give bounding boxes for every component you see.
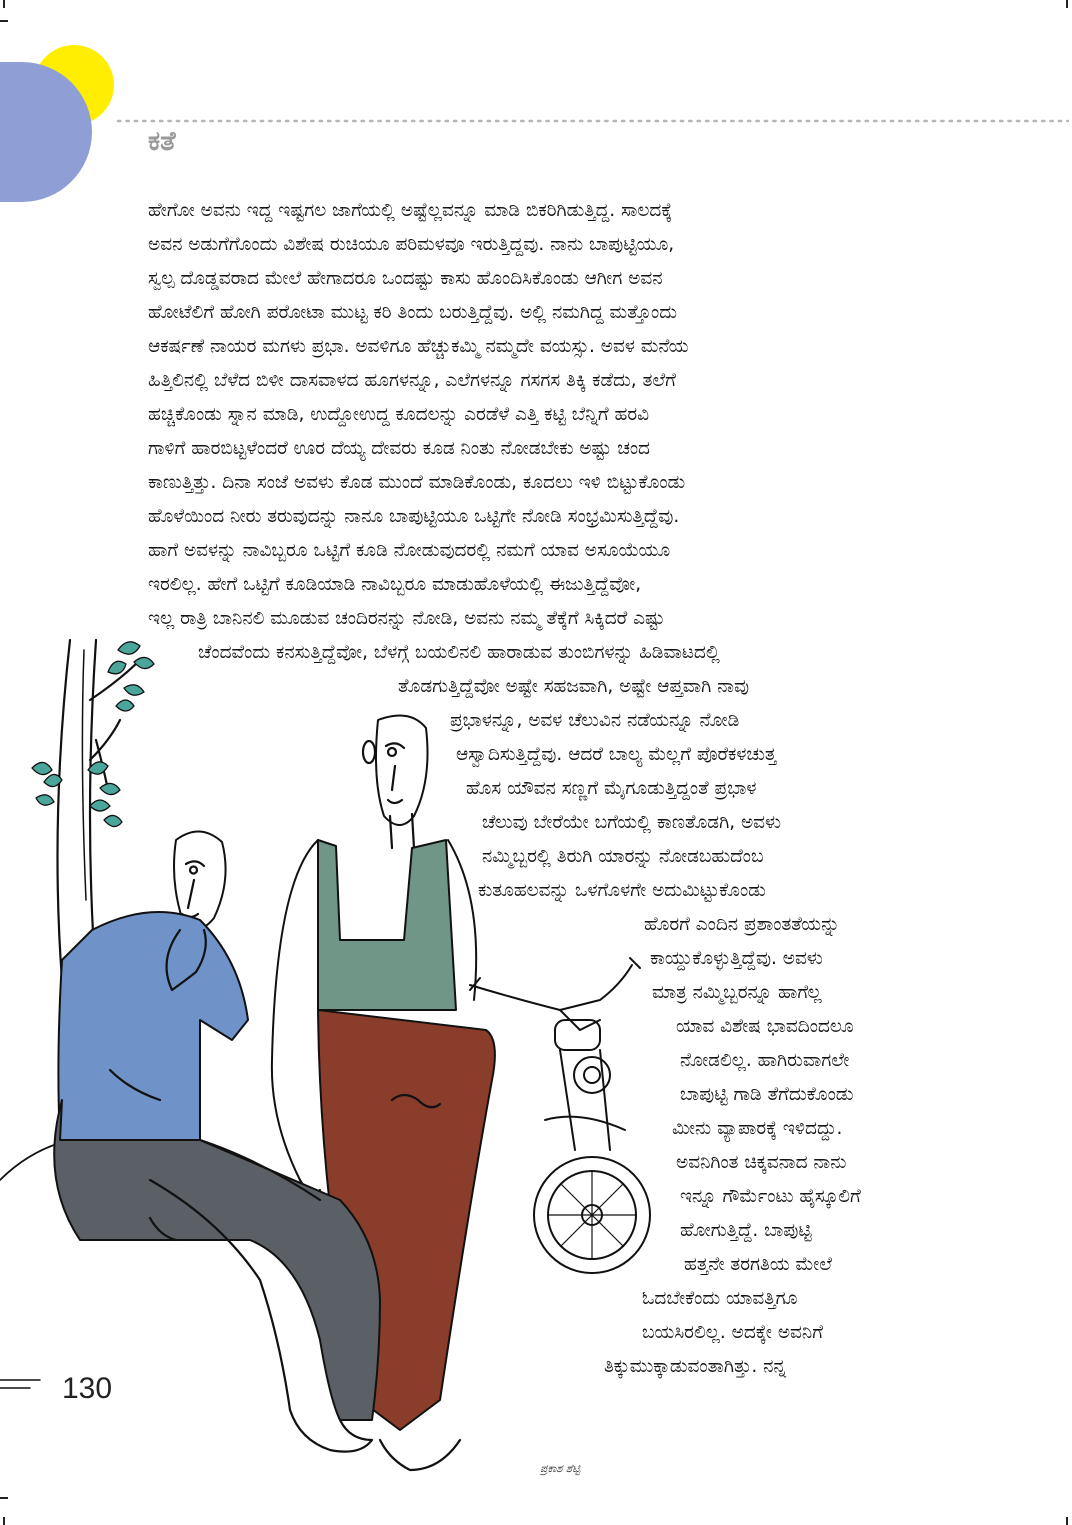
story-line: ಪ್ರಭಾಳನ್ನೂ, ಅವಳ ಚೆಲುವಿನ ನಡೆಯನ್ನೂ ನೋಡಿ [450, 710, 740, 731]
story-line: ಮೀನು ವ್ಯಾಪಾರಕ್ಕೆ ಇಳಿದದ್ದು. [672, 1118, 843, 1139]
story-line: ಇಲ್ಲ ರಾತ್ರಿ ಬಾನಿನಲಿ ಮೂಡುವ ಚಂದಿರನನ್ನು ನೋಡಿ, ಅವನು ನಮ್ಮ ತೆಕ್ಕೆಗೆ ಸಿಕ್ಕಿದರೆ ಎಷ್ಟು [148, 608, 665, 629]
story-line: ಮಾತ್ರ ನಮ್ಮಿಬ್ಬರನ್ನೂ ಹಾಗೆಲ್ಲ [652, 982, 822, 1003]
story-line: ನಮ್ಮಿಬ್ಬರಲ್ಲಿ ತಿರುಗಿ ಯಾರನ್ನು ನೋಡಬಹುದೆಂಬ [482, 846, 764, 867]
lavender-band [0, 62, 22, 202]
story-line: ಚೆಲುವು ಬೇರೆಯೇ ಬಗೆಯಲ್ಲಿ ಕಾಣತೊಡಗಿ, ಅವಳು [482, 812, 781, 833]
story-line: ಹೊಳೆಯಿಂದ ನೀರು ತರುವುದನ್ನು ನಾನೂ ಬಾಪುಟ್ಟಿಯೂ ಒಟ್ಟಿಗೇ ನೋಡಿ ಸಂಭ್ರಮಿಸುತ್ತಿದ್ದೆವು. [148, 506, 680, 527]
story-line: ಇನ್ನೂ ಗೌರ್ಮೆಂಟು ಹೈಸ್ಕೂಲಿಗೆ [680, 1186, 861, 1207]
story-line: ನೋಡಲಿಲ್ಲ. ಹಾಗಿರುವಾಗಲೇ [680, 1050, 850, 1071]
story-line: ಚೆಂದವೆಂದು ಕನಸುತ್ತಿದ್ದೆವೋ, ಬೆಳಗ್ಗೆ ಬಯಲಿನಲಿ ಹಾರಾಡುವ ತುಂಬಿಗಳನ್ನು ಹಿಡಿವಾಟದಲ್ಲಿ [198, 642, 720, 663]
page-number: 130 [62, 1372, 113, 1405]
corner-decoration [0, 0, 1072, 210]
story-line: ಸ್ವಲ್ಪ ದೊಡ್ಡವರಾದ ಮೇಲೆ ಹೇಗಾದರೂ ಒಂದಷ್ಟು ಕಾಸು ಹೊಂದಿಸಿಕೊಂಡು ಆಗೀಗ ಅವನ [148, 268, 663, 289]
story-line: ಇರಲಿಲ್ಲ. ಹೇಗೆ ಒಟ್ಟಿಗೆ ಕೂಡಿಯಾಡಿ ನಾವಿಬ್ಬರೂ ಮಾಡುಹೊಳೆಯಲ್ಲಿ ಈಜುತ್ತಿದ್ದೆವೋ, [148, 574, 642, 595]
story-line: ಗಾಳಿಗೆ ಹಾರಬಿಟ್ಟಳೆಂದರೆ ಊರ ದೆಯ್ಯ ದೇವರು ಕೂಡ ನಿಂತು ನೋಡಬೇಕು ಅಷ್ಟು ಚಂದ [148, 438, 650, 459]
story-line: ಆಸ್ವಾದಿಸುತ್ತಿದ್ದೆವು. ಆದರೆ ಬಾಲ್ಯ ಮೆಲ್ಲಗೆ ಪೊರೆಕಳಚುತ್ತ [456, 744, 777, 765]
story-line: ಕಾಣುತ್ತಿತ್ತು. ದಿನಾ ಸಂಜೆ ಅವಳು ಕೊಡ ಮುಂದೆ ಮಾಡಿಕೊಂಡು, ಕೂದಲು ಇಳಿ ಬಿಟ್ಟುಕೊಂಡು [148, 472, 686, 493]
story-line: ಕಾಯ್ದುಕೊಳ್ಳುತ್ತಿದ್ದೆವು. ಅವಳು [650, 948, 823, 969]
story-line: ಬಾಪುಟ್ಟಿ ಗಾಡಿ ತೆಗೆದುಕೊಂಡು [680, 1084, 854, 1105]
crop-mark [1066, 1517, 1068, 1525]
story-line: ಯಾವ ವಿಶೇಷ ಭಾವದಿಂದಲೂ [676, 1016, 854, 1037]
story-line: ಹೊಸ ಯೌವನ ಸಣ್ಣಗೆ ಮೈಗೂಡುತ್ತಿದ್ದಂತೆ ಪ್ರಭಾಳ [466, 778, 757, 799]
story-line: ತಿಕ್ಕುಮುಕ್ಕಾಡುವಂತಾಗಿತ್ತು. ನನ್ನ [604, 1356, 787, 1377]
story-line: ಓದಬೇಕೆಂದು ಯಾವತ್ತಿಗೂ [642, 1288, 798, 1309]
story-line: ತೊಡಗುತ್ತಿದ್ದೆವೋ ಅಷ್ಟೇ ಸಹಜವಾಗಿ, ಅಷ್ಟೇ ಆಪ್ತವಾಗಿ ನಾವು [398, 676, 750, 697]
story-line: ಹೊರಗೆ ಎಂದಿನ ಪ್ರಶಾಂತತೆಯನ್ನು [644, 914, 840, 935]
artist-signature: ಪ್ರಕಾಶ ಶೆಟ್ಟಿ [540, 1462, 581, 1475]
story-line: ಹಚ್ಚಿಕೊಂಡು ಸ್ನಾನ ಮಾಡಿ, ಉದ್ದೋಉದ್ದ ಕೂದಲನ್ನು ಎರಡೆಳೆ ಎತ್ತಿ ಕಟ್ಟಿ ಬೆನ್ನಿಗೆ ಹರವಿ [148, 404, 650, 425]
leaves [32, 642, 154, 827]
story-line: ಹೇಗೋ ಅವನು ಇದ್ದ ಇಷ್ಟಗಲ ಜಾಗೆಯಲ್ಲಿ ಅಷ್ಟೆಲ್ಲವನ್ನೂ ಮಾಡಿ ಬಿಕರಿಗಿಡುತ್ತಿದ್ದ. ಸಾಲದಕ್ಕೆ [148, 200, 673, 221]
motorcycle [470, 958, 650, 1273]
story-line: ಅವನಿಗಿಂತ ಚಿಕ್ಕವನಾದ ನಾನು [676, 1152, 847, 1173]
standing-man [272, 716, 495, 1471]
story-line: ಆಕರ್ಷಣೆ ನಾಯರ ಮಗಳು ಪ್ರಭಾ. ಅವಳಿಗೂ ಹೆಚ್ಚುಕಮ್ಮಿ ನಮ್ಮದೇ ವಯಸ್ಸು. ಅವಳ ಮನೆಯ [148, 336, 689, 357]
story-line: ಹತ್ತನೇ ತರಗತಿಯ ಮೇಲೆ [684, 1254, 832, 1275]
story-line: ಕುತೂಹಲವನ್ನು ಒಳಗೊಳಗೇ ಅದುಮಿಟ್ಟುಕೊಂಡು [478, 880, 766, 901]
story-line: ಹೋಟೆಲಿಗೆ ಹೋಗಿ ಪರೋಟಾ ಮುಟ್ಟ ಕರಿ ತಿಂದು ಬರುತ್ತಿದ್ದೆವು. ಅಲ್ಲಿ ನಮಗಿದ್ದ ಮತ್ತೊಂದು [148, 302, 678, 323]
story-line: ಬಯಸಿರಲಿಲ್ಲ. ಅದಕ್ಕೇ ಅವನಿಗೆ [642, 1322, 823, 1343]
story-line: ಹಾಗೆ ಅವಳನ್ನು ನಾವಿಬ್ಬರೂ ಒಟ್ಟಿಗೆ ಕೂಡಿ ನೋಡುವುದರಲ್ಲಿ ನಮಗೆ ಯಾವ ಅಸೂಯೆಯೂ [148, 540, 671, 561]
story-line: ಹೋಗುತ್ತಿದ್ದೆ. ಬಾಪುಟ್ಟಿ [680, 1220, 812, 1241]
ground-line [0, 1380, 40, 1388]
story-line: ಹಿತ್ತಿಲಿನಲ್ಲಿ ಬೆಳೆದ ಬಿಳೀ ದಾಸವಾಳದ ಹೂಗಳನ್ನೂ, ಎಲೆಗಳನ್ನೂ ಗಸಗಸ ತಿಕ್ಕಿ ಕಡೆದು, ತಲೆಗೆ [148, 370, 676, 391]
section-title: ಕತೆ [148, 126, 176, 157]
story-line: ಅವನ ಅಡುಗೆಗೊಂದು ವಿಶೇಷ ರುಚಿಯೂ ಪರಿಮಳವೂ ಇರುತ್ತಿದ್ದವು. ನಾನು ಬಾಪುಟ್ಟಿಯೂ, [148, 234, 675, 255]
